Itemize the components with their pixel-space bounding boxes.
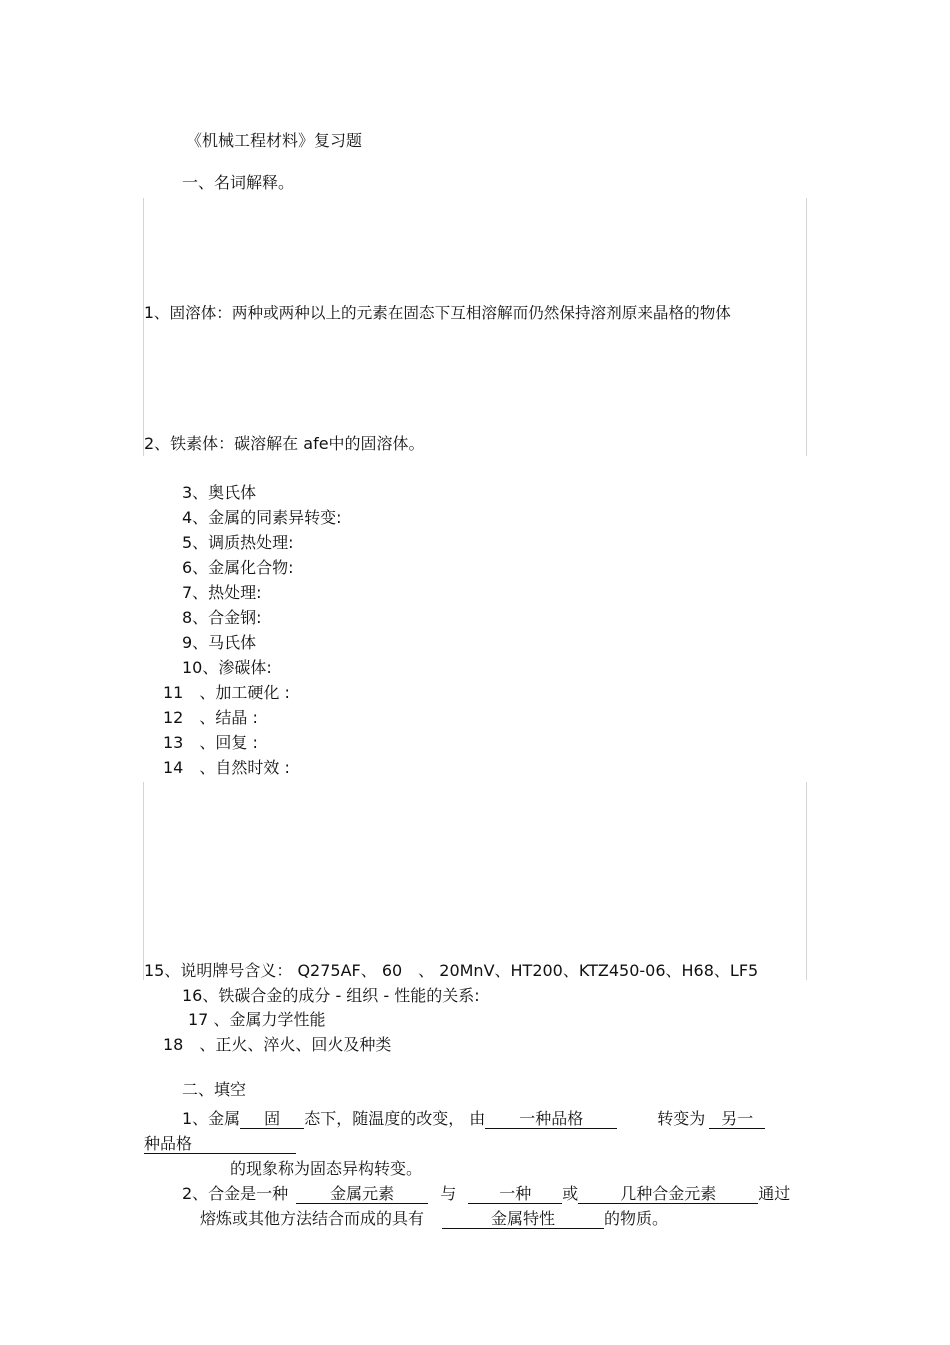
q1-blank-answer-cont: 种品格 — [144, 1135, 296, 1154]
term-item: 10、渗碳体: — [182, 658, 272, 677]
term-item: 4、金属的同素异转变: — [182, 508, 342, 527]
term-item: 12 、结晶 : — [163, 708, 258, 727]
fill-question-2 — [182, 1184, 790, 1204]
q2-blank-answer: 几种合金元素 — [578, 1185, 758, 1204]
term-item: 2、铁素体：碳溶解在 afe中的固溶体。 — [144, 434, 425, 453]
document-title: 《机械工程材料》复习题 — [186, 131, 363, 150]
fill-question-1-cont — [144, 1134, 296, 1154]
left-rule-top — [143, 198, 144, 456]
term-item: 3、奥氏体 — [182, 483, 257, 502]
term-item: 17 、金属力学性能 — [188, 1010, 326, 1029]
term-item: 7、热处理: — [182, 583, 262, 602]
q2-blank-answer: 一种 — [468, 1185, 562, 1204]
q1-blank-answer: 另一 — [709, 1110, 765, 1129]
left-rule-bottom — [143, 782, 144, 980]
q2-blank-answer: 金属元素 — [296, 1185, 428, 1204]
term-item: 6、金属化合物: — [182, 558, 294, 577]
section-1-heading: 一、名词解释。 — [182, 173, 295, 192]
term-item: 9、马氏体 — [182, 633, 257, 652]
q2-blank-answer: 金属特性 — [442, 1210, 604, 1229]
term-item: 15、说明牌号含义： Q275AF、 60 、 20MnV、HT200、KTZ450-06、H68、LF5 — [144, 961, 759, 980]
term-item: 18 、正火、淬火、回火及种类 — [163, 1035, 392, 1054]
q1-blank-answer: 一种品格 — [485, 1110, 617, 1129]
term-item: 11 、加工硬化 : — [163, 683, 290, 702]
term-item: 16、铁碳合金的成分 - 组织 - 性能的关系: — [182, 986, 480, 1005]
term-item: 14 、自然时效 : — [163, 758, 290, 777]
q2-text: 或 — [562, 1184, 579, 1203]
term-item: 8、合金钢: — [182, 608, 262, 627]
term-item: 13 、回复 : — [163, 733, 258, 752]
q1-blank-answer: 固 — [240, 1110, 304, 1129]
q1-text: 的现象称为固态异构转变。 — [230, 1159, 423, 1178]
q1-text: 1、金属 — [182, 1109, 241, 1128]
term-item: 5、调质热处理: — [182, 533, 294, 552]
term-item: 1、固溶体：两种或两种以上的元素在固态下互相溶解而仍然保持溶剂原来晶格的物体 — [144, 304, 731, 322]
fill-question-1 — [182, 1109, 765, 1129]
q2-text: 通过 — [758, 1184, 791, 1203]
q2-text: 与 — [440, 1184, 457, 1203]
q2-text: 2、合金是一种 — [182, 1184, 289, 1203]
q1-text: 转变为 — [657, 1109, 706, 1128]
q2-text: 的物质。 — [604, 1209, 669, 1228]
right-rule-bottom — [806, 782, 807, 980]
right-rule-top — [806, 198, 807, 456]
section-2-heading: 二、填空 — [182, 1080, 247, 1099]
q2-text: 熔炼或其他方法结合而成的具有 — [200, 1209, 425, 1228]
fill-question-2-cont — [200, 1209, 668, 1229]
q1-text: 态下，随温度的改变， 由 — [304, 1109, 486, 1128]
